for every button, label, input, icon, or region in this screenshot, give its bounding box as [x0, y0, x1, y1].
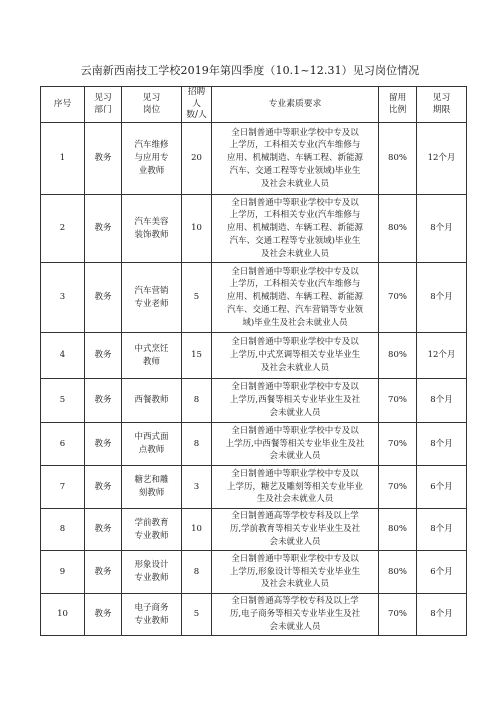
cell-period: 12个月 — [417, 123, 467, 195]
cell-post: 糖艺和雕 刻教师 — [122, 466, 182, 509]
cell-post: 汽车营销 专业老师 — [122, 263, 182, 333]
cell-dept: 教务 — [85, 379, 122, 423]
cell-count: 8 — [182, 379, 212, 423]
cell-retention: 70% — [379, 423, 417, 466]
cell-count: 10 — [182, 195, 212, 263]
cell-no: 7 — [41, 466, 85, 509]
cell-post: 学前教育 专业教师 — [122, 509, 182, 551]
header-req: 专业素质要求 — [212, 87, 379, 123]
table-row — [41, 551, 467, 594]
table-row — [41, 123, 467, 195]
cell-period: 8个月 — [417, 263, 467, 333]
cell-no: 5 — [41, 379, 85, 423]
cell-count: 8 — [182, 551, 212, 594]
cell-period: 12个月 — [417, 333, 467, 379]
cell-no: 6 — [41, 423, 85, 466]
table-row — [41, 195, 467, 263]
cell-no: 2 — [41, 195, 85, 263]
cell-dept: 教务 — [85, 123, 122, 195]
cell-period: 8个月 — [417, 379, 467, 423]
cell-dept: 教务 — [85, 195, 122, 263]
cell-post: 西餐教师 — [122, 379, 182, 423]
cell-req: 全日制普通中等职业学校中专及以 上学历，工科相关专业(汽车维修与 应用、机械制造、车辆工程、新能源 汽车、交通工程等专业领域)毕业生 及社会未就业人员 — [212, 123, 379, 195]
document-title: 云南新西南技工学校2019年第四季度（10.1~12.31）见习岗位情况 — [80, 64, 420, 77]
cell-period: 8个月 — [417, 423, 467, 466]
cell-no: 1 — [41, 123, 85, 195]
cell-retention: 80% — [379, 551, 417, 594]
cell-req: 全日制普通中等职业学校中专及以 上学历，工科相关专业(汽车维修与 应用、机械制造、车辆工程、新能源 汽车、交通工程等专业领域)毕业生 及社会未就业人员 — [212, 195, 379, 263]
cell-post: 电子商务 专业教师 — [122, 594, 182, 636]
cell-count: 8 — [182, 423, 212, 466]
cell-req: 全日制普通中等职业学校中专及以 上学历，工科相关专业(汽车维修与 应用、机械制造、车辆工程、新能源 汽车、交通工程、汽车营销等专业领 域)毕业生及社会未就业人员 — [212, 263, 379, 333]
table-row — [41, 263, 467, 333]
cell-req: 全日制普通高等学校专科及以上学 历,学前教育等相关专业毕业生及社 会未就业人员 — [212, 509, 379, 551]
cell-retention: 80% — [379, 195, 417, 263]
cell-post: 汽车美容 装饰教师 — [122, 195, 182, 263]
cell-retention: 70% — [379, 379, 417, 423]
cell-period: 8个月 — [417, 195, 467, 263]
cell-post: 中式烹饪 教师 — [122, 333, 182, 379]
cell-count: 5 — [182, 263, 212, 333]
cell-count: 3 — [182, 466, 212, 509]
cell-dept: 教务 — [85, 594, 122, 636]
table-row — [41, 333, 467, 379]
table-row — [41, 509, 467, 551]
cell-count: 20 — [182, 123, 212, 195]
header-period: 见习 期限 — [417, 87, 467, 123]
header-count: 招聘人 数/人 — [182, 87, 212, 123]
cell-post: 汽车维修 与应用专 业教师 — [122, 123, 182, 195]
cell-no: 9 — [41, 551, 85, 594]
cell-count: 10 — [182, 509, 212, 551]
cell-no: 4 — [41, 333, 85, 379]
cell-no: 10 — [41, 594, 85, 636]
cell-no: 8 — [41, 509, 85, 551]
cell-req: 全日制普通中等职业学校中专及以 上学历,中式烹调等相关专业毕业生 及社会未就业人员 — [212, 333, 379, 379]
cell-count: 5 — [182, 594, 212, 636]
header-post: 见习 岗位 — [122, 87, 182, 123]
cell-period: 8个月 — [417, 594, 467, 636]
cell-retention: 80% — [379, 123, 417, 195]
cell-dept: 教务 — [85, 466, 122, 509]
cell-retention: 70% — [379, 594, 417, 636]
cell-retention: 70% — [379, 263, 417, 333]
cell-retention: 80% — [379, 333, 417, 379]
cell-dept: 教务 — [85, 551, 122, 594]
cell-period: 8个月 — [417, 509, 467, 551]
table-row — [41, 423, 467, 466]
cell-req: 全日制普通高等学校专科及以上学 历,电子商务等相关专业毕业生及社 会未就业人员 — [212, 594, 379, 636]
cell-dept: 教务 — [85, 333, 122, 379]
cell-post: 中西式面 点教师 — [122, 423, 182, 466]
cell-dept: 教务 — [85, 509, 122, 551]
cell-period: 6个月 — [417, 466, 467, 509]
cell-no: 3 — [41, 263, 85, 333]
header-dept: 见习 部门 — [85, 87, 122, 123]
table-row — [41, 466, 467, 509]
internship-table — [40, 86, 467, 636]
cell-dept: 教务 — [85, 263, 122, 333]
cell-post: 形象设计 专业教师 — [122, 551, 182, 594]
cell-period: 6个月 — [417, 551, 467, 594]
table-row — [41, 379, 467, 423]
table-row — [41, 594, 467, 636]
cell-req: 全日制普通中等职业学校中专及以 上学历,中西餐等相关专业毕业生及社 会未就业人员 — [212, 423, 379, 466]
cell-count: 15 — [182, 333, 212, 379]
cell-req: 全日制普通中等职业学校中专及以 上学历,西餐等相关专业毕业生及社 会未就业人员 — [212, 379, 379, 423]
header-no: 序号 — [41, 87, 85, 123]
header-retention: 留用 比例 — [379, 87, 417, 123]
cell-retention: 80% — [379, 509, 417, 551]
cell-retention: 70% — [379, 466, 417, 509]
cell-dept: 教务 — [85, 423, 122, 466]
cell-req: 全日制普通中等职业学校中专及以 上学历，糖艺及雕刻等相关专业毕业 生及社会未就业人员 — [212, 466, 379, 509]
cell-req: 全日制普通中等职业学校中专及以 上学历,形象设计等相关专业毕业生 及社会未就业人员 — [212, 551, 379, 594]
header-row — [41, 87, 467, 123]
